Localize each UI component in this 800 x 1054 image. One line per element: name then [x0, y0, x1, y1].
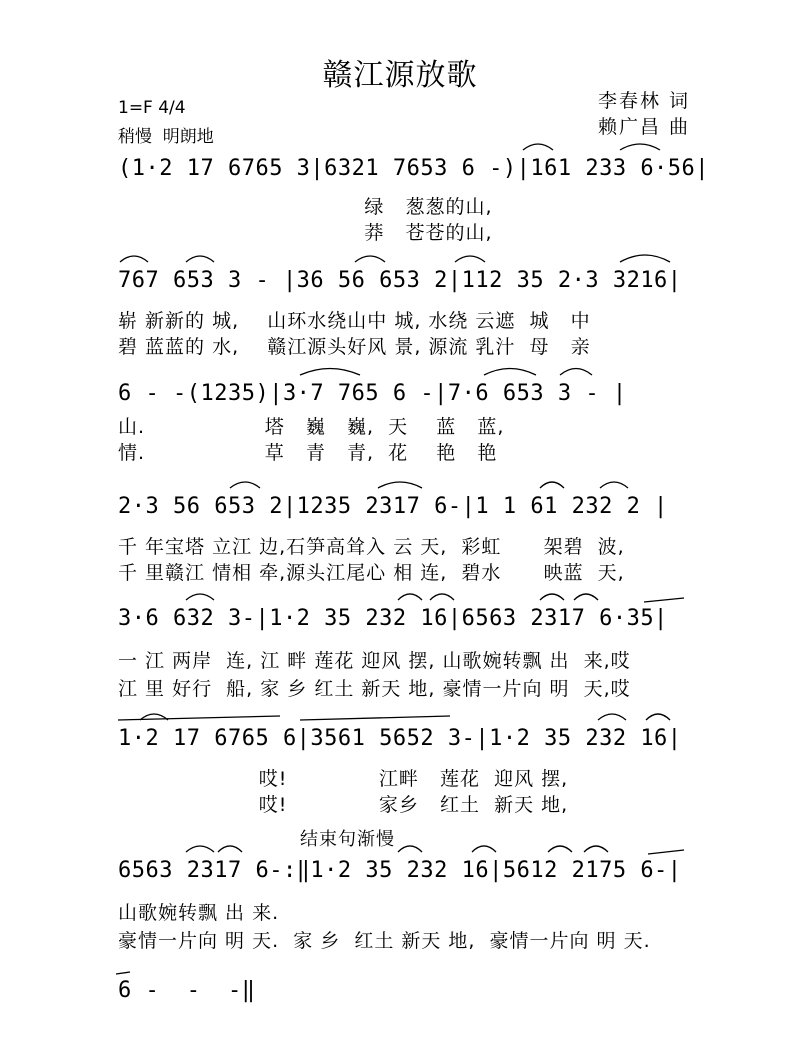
- lyric-row-1-verse-1: 绿 葱葱的山,: [118, 196, 493, 218]
- slur-mark: [620, 144, 660, 150]
- ending-annotation: 结束句渐慢: [300, 829, 395, 850]
- lyric-row-5-verse-2: 江 里 好行 船, 家 乡 红土 新天 地, 豪情一片向 明 天,哎: [118, 678, 631, 700]
- notation-row-1: (1·2 17 6765 3|6321 7653 6 -)|161 233 6·56|: [118, 156, 710, 181]
- lyricist-credit: 李春林 词: [598, 90, 691, 112]
- slur-mark: [378, 482, 422, 488]
- tempo-marking: 稍慢 明朗地: [118, 127, 214, 147]
- slur-mark: [560, 369, 592, 376]
- lyric-row-3-verse-2: 情. 草 青 青, 花 艳 艳: [118, 442, 498, 464]
- slur-mark: [186, 256, 214, 262]
- lyric-row-6-verse-1: 哎! 江畔 莲花 迎风 摆,: [118, 768, 569, 790]
- slur-mark: [300, 369, 360, 376]
- notation-row-3: 6 - -(1235)|3·7 765 6 -|7·6 653 3 - |: [118, 381, 627, 406]
- slur-mark: [523, 144, 553, 150]
- slur-mark: [455, 256, 485, 262]
- slur-mark: [218, 846, 242, 852]
- slur-mark: [230, 482, 260, 488]
- lyric-row-2-verse-1: 崭 新新的 城, 山环水绕山中 城, 水绕 云遮 城 中: [118, 310, 591, 332]
- notation-row-8: 6 - - -‖: [118, 978, 256, 1003]
- slur-mark: [548, 846, 572, 852]
- lyric-row-4-verse-2: 千 里赣江 情相 牵,源头江尾心 相 连, 碧水 映蓝 天,: [118, 562, 625, 584]
- slur-mark: [600, 482, 628, 488]
- notation-row-6: 1·2 17 6765 6|3561 5652 3-|1·2 35 232 16|: [118, 726, 682, 751]
- notation-row-7: 6563 2317 6-:‖1·2 35 232 16|5612 2175 6-|: [118, 858, 682, 883]
- slur-mark: [484, 369, 536, 376]
- lyric-row-7-verse-1: 山歌婉转飘 出 来.: [118, 902, 280, 924]
- tie-line: [644, 598, 684, 602]
- slur-mark: [574, 594, 598, 600]
- notation-row-5: 3·6 632 3-|1·2 35 232 16|6563 2317 6·35|: [118, 606, 668, 631]
- slur-mark: [540, 482, 564, 488]
- slur-mark: [646, 714, 670, 720]
- composer-credit: 赖广昌 曲: [598, 116, 691, 138]
- slur-mark: [120, 256, 148, 262]
- slur-mark: [398, 846, 422, 852]
- lyric-row-7-verse-2: 豪情一片向 明 天. 家 乡 红土 新天 地, 豪情一片向 明 天.: [118, 930, 651, 952]
- song-title: 赣江源放歌: [322, 58, 478, 93]
- slur-mark: [430, 594, 454, 600]
- lyric-row-3-verse-1: 山. 塔 巍 巍, 天 蓝 蓝,: [118, 416, 505, 438]
- tie-line: [116, 972, 130, 974]
- slur-mark: [598, 714, 626, 720]
- notation-row-4: 2·3 56 653 2|1235 2317 6-|1 1 61 232 2 |: [118, 494, 668, 519]
- tie-line: [648, 850, 684, 854]
- slur-mark: [186, 846, 214, 852]
- lyric-row-2-verse-2: 碧 蓝蓝的 水, 赣江源头好风 景, 源流 乳汁 母 亲: [118, 336, 591, 358]
- slur-mark: [472, 846, 496, 852]
- lyric-row-5-verse-1: 一 江 两岸 连, 江 畔 莲花 迎风 摆, 山歌婉转飘 出 来,哎: [118, 650, 631, 672]
- notation-row-2: 767 653 3 - |36 56 653 2|112 35 2·3 3216|: [118, 268, 682, 293]
- tie-line: [300, 716, 450, 720]
- lyric-row-1-verse-2: 莽 苍苍的山,: [118, 222, 493, 244]
- slur-mark: [398, 594, 422, 600]
- lyric-row-6-verse-2: 哎! 家乡 红土 新天 地,: [118, 794, 569, 816]
- key-signature: 1=F 4/4: [118, 98, 186, 118]
- slur-mark: [186, 594, 214, 600]
- lyric-row-4-verse-1: 千 年宝塔 立江 边,石笋高耸入 云 天, 彩虹 架碧 波,: [118, 536, 625, 558]
- slur-mark: [620, 255, 670, 262]
- slur-mark: [540, 594, 564, 600]
- slur-mark: [584, 846, 608, 852]
- slur-mark: [355, 256, 385, 262]
